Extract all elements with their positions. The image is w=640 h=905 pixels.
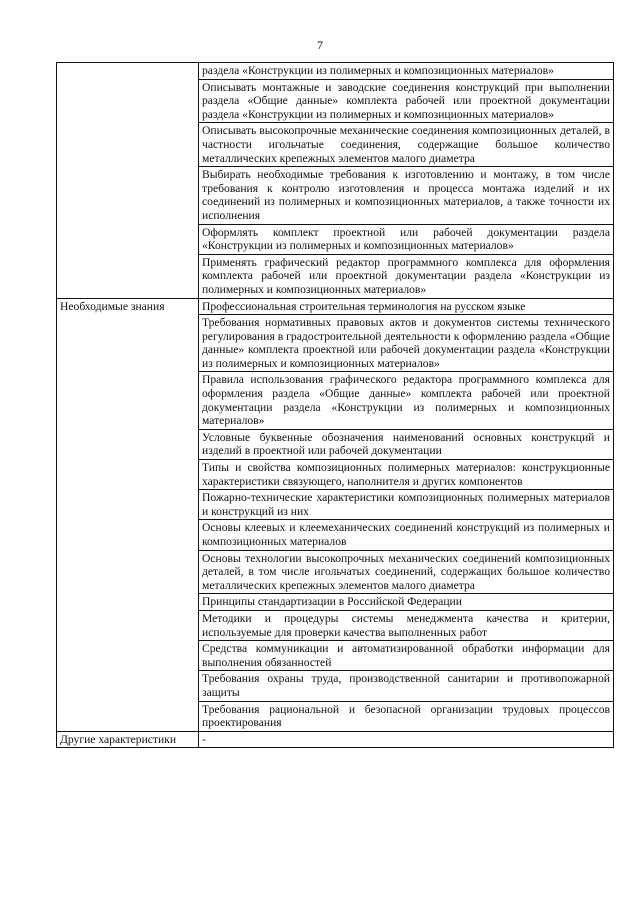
- cell-text: Условные буквенные обозначения наименований основных конструкций и изделий в проектной или рабочей документации: [202, 430, 610, 458]
- cell-text: Оформлять комплект проектной или рабочей документации раздела «Конструкции из полимерных и композиционных материалов»: [202, 225, 610, 253]
- cell-text: Пожарно-технические характеристики композиционных полимерных материалов и конструкций из них: [202, 491, 610, 518]
- cell-text: Принципы стандартизации в Российской Федерации: [202, 595, 462, 609]
- table-cell: [199, 315, 614, 372]
- table-cell: [199, 520, 614, 550]
- table-cell: [199, 254, 614, 298]
- requirements-table: [56, 62, 614, 748]
- cell-text: Основы клеевых и клеемеханических соединений конструкций из полимерных и композиционных материалов: [202, 521, 610, 548]
- table-cell: [199, 610, 614, 640]
- table-row: [57, 63, 614, 80]
- table-cell: [199, 372, 614, 429]
- cell-text: Средства коммуникации и автоматизированной обработки информации для выполнения обязанностей: [202, 642, 610, 669]
- cell-text: Выбирать необходимые требования к изготовлению и монтажу, в том числе требования к контролю изготовления и процесса монтажа изделий и их соединений из полимерных и композиционных материалов, а также точности их исполнения: [202, 168, 610, 222]
- section-label: Необходимые знания: [57, 298, 199, 731]
- cell-text: Основы технологии высокопрочных механических соединений композиционных деталей, в том числе игольчатых соединений, содержащих большое количество металлических крепежных элементов малого диаметра: [202, 551, 610, 592]
- table-cell: [199, 298, 614, 315]
- table-cell: [199, 167, 614, 224]
- section-label: [57, 63, 199, 299]
- cell-text: Профессиональная строительная терминология на русском языке: [202, 299, 526, 313]
- table-cell: [199, 63, 614, 80]
- table-cell: [199, 79, 614, 123]
- table-cell: [199, 594, 614, 611]
- cell-text: Методики и процедуры системы менеджмента качества и критерии, используемые для проверки качества выполненных работ: [202, 611, 610, 639]
- table-cell: [199, 731, 614, 748]
- table-cell: [199, 429, 614, 459]
- cell-text: Требования рациональной и безопасной организации трудовых процессов проектирования: [202, 702, 610, 730]
- cell-text: Применять графический редактор программного комплекса для оформления комплекта рабочей или проектной документации раздела «Конструкции из полимерных и композиционных материалов»: [202, 255, 610, 296]
- table-cell: [199, 550, 614, 594]
- page-number: 7: [317, 38, 323, 52]
- cell-text: -: [202, 732, 206, 746]
- section-label: Другие характеристики: [57, 731, 199, 748]
- table-cell: [199, 701, 614, 731]
- table-cell: [199, 460, 614, 490]
- table-cell: [199, 671, 614, 701]
- cell-text: Типы и свойства композиционных полимерных материалов: конструкционные характеристики связующего, наполнителя и других компонентов: [202, 461, 610, 488]
- cell-text: Описывать высокопрочные механические соединения композиционных деталей, в частности игольчатые соединения, содержащие большое количество металлических крепежных элементов малого диаметра: [202, 124, 610, 165]
- table-cell: [199, 490, 614, 520]
- table-row: [57, 731, 614, 748]
- cell-text: Описывать монтажные и заводские соединения конструкций при выполнении раздела «Общие данные» комплекта рабочей или проектной документации раздела «Конструкции из полимерных и композиционных материалов»: [202, 80, 610, 121]
- cell-text: Требования охраны труда, производственной санитарии и противопожарной защиты: [202, 672, 610, 699]
- cell-text: раздела «Конструкции из полимерных и композиционных материалов»: [202, 64, 554, 77]
- table-cell: [199, 641, 614, 671]
- table-cell: [199, 224, 614, 254]
- cell-text: Правила использования графического редактора программного комплекса для оформления раздела «Общие данные» комплекта рабочей или проектной документации раздела «Конструкции из полимерных и композиционных материалов»: [202, 373, 610, 428]
- cell-text: Требования нормативных правовых актов и документов системы технического регулирования в градостроительной деятельности к оформлению раздела «Общие данные» комплекта проектной или рабочей документации раздела «Конструкции из полимерных и композиционных материалов»: [202, 316, 610, 370]
- table-row: [57, 298, 614, 315]
- table-cell: [199, 123, 614, 167]
